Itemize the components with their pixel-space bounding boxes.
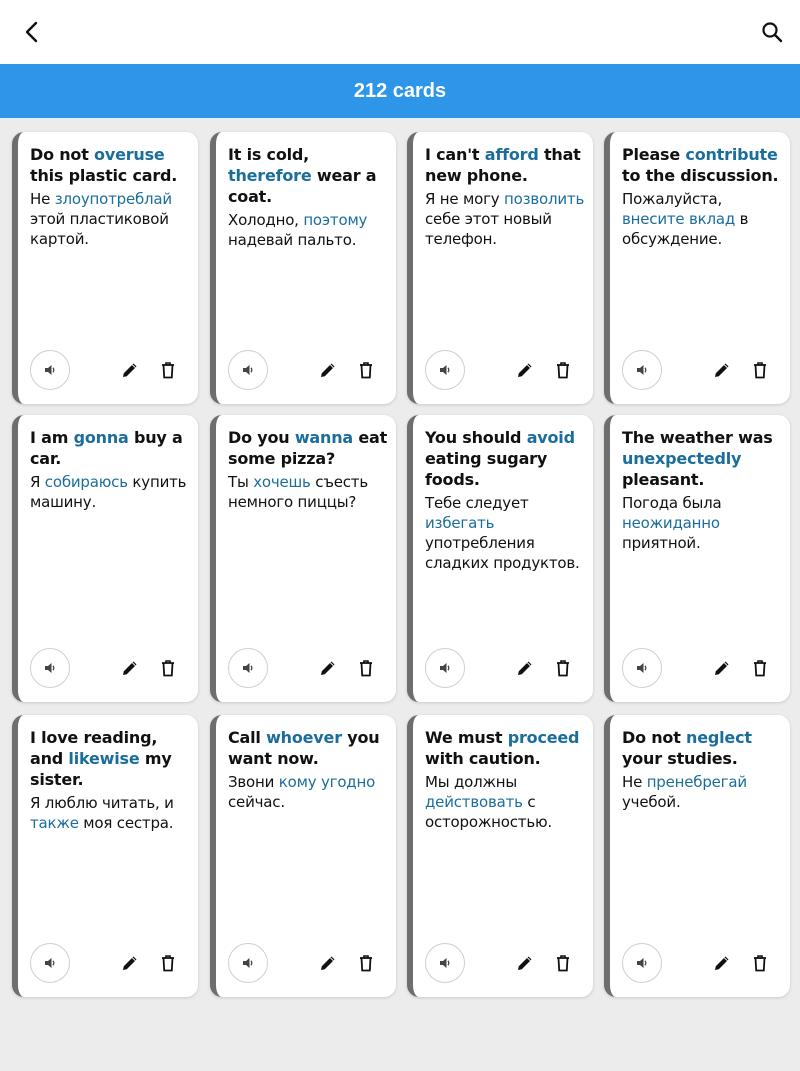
keyword-text: позволить	[504, 190, 585, 208]
delete-button[interactable]	[551, 656, 575, 680]
sentence-text: Холодно,	[228, 211, 304, 229]
delete-button[interactable]	[551, 358, 575, 382]
edit-button[interactable]	[513, 358, 537, 382]
sentence-text: Я люблю читать, и	[30, 794, 174, 812]
speaker-icon	[438, 363, 452, 377]
pencil-icon	[318, 658, 338, 678]
flashcard[interactable]	[210, 415, 396, 702]
sentence-text: Тебе следует	[425, 494, 529, 512]
keyword-text: therefore	[228, 166, 312, 185]
card-back-text	[425, 189, 585, 249]
card-back-text	[228, 210, 388, 250]
trash-icon	[158, 658, 178, 678]
trash-icon	[750, 658, 770, 678]
sentence-text: your studies.	[622, 749, 738, 768]
speak-button[interactable]	[622, 350, 662, 390]
speak-button[interactable]	[30, 943, 70, 983]
speak-button[interactable]	[425, 350, 465, 390]
delete-button[interactable]	[551, 951, 575, 975]
sentence-text: Не	[30, 190, 55, 208]
card-actions	[610, 648, 790, 688]
sentence-text: приятной.	[622, 534, 701, 552]
pencil-icon	[712, 360, 732, 380]
sentence-text: Please	[622, 145, 686, 164]
trash-icon	[356, 360, 376, 380]
sentence-text: I can't	[425, 145, 485, 164]
trash-icon	[356, 953, 376, 973]
edit-button[interactable]	[710, 656, 734, 680]
keyword-text: unexpectedly	[622, 449, 742, 468]
card-front-text	[622, 727, 782, 769]
keyword-text: gonna	[73, 428, 129, 447]
edit-button[interactable]	[118, 358, 142, 382]
speaker-icon	[241, 661, 255, 675]
trash-icon	[158, 360, 178, 380]
edit-button[interactable]	[710, 358, 734, 382]
flashcard[interactable]	[12, 132, 198, 404]
card-actions	[610, 943, 790, 983]
sentence-text: купить машину.	[30, 473, 187, 511]
card-front-text	[425, 144, 585, 186]
card-actions	[18, 350, 198, 390]
delete-button[interactable]	[156, 656, 180, 680]
card-count-label: 212 cards	[353, 79, 447, 102]
keyword-text: пренебрегай	[646, 773, 747, 791]
card-back-text	[622, 493, 782, 553]
speak-button[interactable]	[425, 943, 465, 983]
sentence-text: Мы должны	[425, 773, 518, 791]
sentence-text: Do not	[622, 728, 687, 747]
pencil-icon	[318, 953, 338, 973]
pencil-icon	[515, 360, 535, 380]
sentence-text: Call	[228, 728, 267, 747]
speak-button[interactable]	[425, 648, 465, 688]
card-back-text	[425, 772, 585, 832]
pencil-icon	[712, 658, 732, 678]
pencil-icon	[515, 953, 535, 973]
pencil-icon	[120, 953, 140, 973]
speak-button[interactable]	[30, 648, 70, 688]
sentence-text: It is cold,	[228, 145, 310, 164]
delete-button[interactable]	[748, 951, 772, 975]
keyword-text: неожиданно	[622, 514, 720, 532]
flashcard[interactable]	[407, 715, 593, 997]
keyword-text: neglect	[686, 728, 752, 747]
edit-button[interactable]	[118, 656, 142, 680]
keyword-text: также	[30, 814, 79, 832]
sentence-text: to the discussion.	[622, 166, 779, 185]
card-back-text	[30, 472, 190, 512]
speaker-icon	[635, 661, 649, 675]
search-icon	[760, 20, 784, 44]
sentence-text: Ты	[228, 473, 254, 491]
card-front-text	[30, 427, 190, 469]
card-text	[610, 715, 790, 812]
card-front-text	[622, 427, 782, 490]
card-text	[610, 415, 790, 553]
chevron-left-icon	[20, 20, 44, 44]
card-actions	[216, 943, 396, 983]
card-text	[413, 415, 593, 573]
flashcard[interactable]	[210, 132, 396, 404]
card-text	[18, 132, 198, 249]
keyword-text: избегать	[425, 514, 495, 532]
card-text	[610, 132, 790, 249]
flashcard[interactable]	[12, 715, 198, 997]
sentence-text: eat some pizza?	[228, 428, 388, 468]
card-front-text	[425, 727, 585, 769]
sentence-text: с осторожностью.	[425, 793, 552, 831]
card-actions	[610, 350, 790, 390]
sentence-text: Я	[30, 473, 45, 491]
delete-button[interactable]	[354, 358, 378, 382]
sentence-text: Погода была	[622, 494, 722, 512]
sentence-text: this plastic card.	[30, 166, 178, 185]
edit-button[interactable]	[513, 656, 537, 680]
sentence-text: pleasant.	[622, 470, 705, 489]
sentence-text: сейчас.	[228, 793, 285, 811]
keyword-text: внесите вклад	[622, 210, 736, 228]
sentence-text: with caution.	[425, 749, 541, 768]
edit-button[interactable]	[118, 951, 142, 975]
keyword-text: likewise	[68, 749, 140, 768]
keyword-text: действовать	[425, 793, 523, 811]
card-actions	[413, 648, 593, 688]
speaker-icon	[241, 363, 255, 377]
card-actions	[216, 648, 396, 688]
sentence-text: себе этот новый телефон.	[425, 210, 552, 248]
card-text	[216, 415, 396, 512]
delete-button[interactable]	[748, 656, 772, 680]
card-front-text	[228, 144, 388, 207]
sentence-text: my sister.	[30, 749, 172, 789]
card-actions	[413, 350, 593, 390]
sentence-text: The weather was	[622, 428, 773, 447]
card-back-text	[30, 189, 190, 249]
keyword-text: хочешь	[253, 473, 311, 491]
speak-button[interactable]	[228, 648, 268, 688]
card-text	[18, 715, 198, 833]
flashcard[interactable]	[210, 715, 396, 997]
speaker-icon	[43, 661, 57, 675]
flashcard[interactable]	[604, 132, 790, 404]
top-app-bar	[0, 0, 800, 64]
flashcard[interactable]	[604, 715, 790, 997]
keyword-text: злоупотреблай	[54, 190, 172, 208]
card-text	[413, 132, 593, 249]
flashcard[interactable]	[12, 415, 198, 702]
sentence-text: Я не могу	[425, 190, 505, 208]
delete-button[interactable]	[354, 656, 378, 680]
card-text	[18, 415, 198, 512]
card-actions	[413, 943, 593, 983]
card-back-text	[622, 189, 782, 249]
sentence-text: учебой.	[622, 793, 681, 811]
flashcard[interactable]	[407, 415, 593, 702]
keyword-text: avoid	[526, 428, 575, 447]
sentence-text: съесть немного пиццы?	[228, 473, 368, 511]
sentence-text: buy a car.	[30, 428, 183, 468]
card-actions	[216, 350, 396, 390]
keyword-text: кому угодно	[278, 773, 376, 791]
edit-button[interactable]	[316, 358, 340, 382]
trash-icon	[553, 360, 573, 380]
card-back-text	[622, 772, 782, 812]
card-text	[413, 715, 593, 832]
delete-button[interactable]	[748, 358, 772, 382]
trash-icon	[750, 360, 770, 380]
sentence-text: I love reading, and	[30, 728, 158, 768]
pencil-icon	[120, 360, 140, 380]
speak-button[interactable]	[622, 648, 662, 688]
sentence-text: you want now.	[228, 728, 380, 768]
edit-button[interactable]	[513, 951, 537, 975]
sentence-text: Звони	[228, 773, 279, 791]
keyword-text: whoever	[266, 728, 342, 747]
sentence-text: Do you	[228, 428, 295, 447]
flashcard[interactable]	[604, 415, 790, 702]
speak-button[interactable]	[228, 943, 268, 983]
sentence-text: Не	[622, 773, 647, 791]
sentence-text: We must	[425, 728, 508, 747]
speaker-icon	[635, 363, 649, 377]
pencil-icon	[515, 658, 535, 678]
sentence-text: употребления сладких продуктов.	[425, 534, 580, 572]
sentence-text: I am	[30, 428, 74, 447]
search-button[interactable]	[756, 16, 788, 48]
card-front-text	[30, 727, 190, 790]
speak-button[interactable]	[228, 350, 268, 390]
trash-icon	[158, 953, 178, 973]
card-back-text	[425, 493, 585, 573]
card-back-text	[228, 772, 388, 812]
sentence-text: моя сестра.	[78, 814, 174, 832]
sentence-text: Пожалуйста,	[622, 190, 723, 208]
card-back-text	[30, 793, 190, 833]
sentence-text: в обсуждение.	[622, 210, 749, 248]
pencil-icon	[318, 360, 338, 380]
edit-button[interactable]	[316, 656, 340, 680]
card-front-text	[425, 427, 585, 490]
card-text	[216, 715, 396, 812]
keyword-text: поэтому	[303, 211, 368, 229]
trash-icon	[553, 658, 573, 678]
sentence-text: You should	[425, 428, 527, 447]
card-actions	[18, 648, 198, 688]
speaker-icon	[43, 956, 57, 970]
sentence-text: Do not	[30, 145, 95, 164]
pencil-icon	[120, 658, 140, 678]
trash-icon	[553, 953, 573, 973]
keyword-text: proceed	[507, 728, 580, 747]
delete-button[interactable]	[156, 358, 180, 382]
keyword-text: собираюсь	[44, 473, 128, 491]
speaker-icon	[43, 363, 57, 377]
card-text	[216, 132, 396, 250]
trash-icon	[750, 953, 770, 973]
card-back-text	[228, 472, 388, 512]
speak-button[interactable]	[622, 943, 662, 983]
card-front-text	[622, 144, 782, 186]
sentence-text: wear a coat.	[228, 166, 377, 206]
sentence-text: этой пластиковой картой.	[30, 210, 169, 248]
keyword-text: wanna	[294, 428, 353, 447]
keyword-text: contribute	[685, 145, 778, 164]
card-front-text	[30, 144, 190, 186]
delete-button[interactable]	[354, 951, 378, 975]
edit-button[interactable]	[316, 951, 340, 975]
keyword-text: afford	[484, 145, 539, 164]
speaker-icon	[635, 956, 649, 970]
speaker-icon	[438, 661, 452, 675]
edit-button[interactable]	[710, 951, 734, 975]
card-actions	[18, 943, 198, 983]
sentence-text: that new phone.	[425, 145, 581, 185]
sentence-text: надевай пальто.	[228, 231, 357, 249]
sentence-text: eating sugary foods.	[425, 449, 548, 489]
flashcard[interactable]	[407, 132, 593, 404]
card-grid	[0, 118, 800, 1071]
card-front-text	[228, 427, 388, 469]
speak-button[interactable]	[30, 350, 70, 390]
card-front-text	[228, 727, 388, 769]
delete-button[interactable]	[156, 951, 180, 975]
keyword-text: overuse	[94, 145, 165, 164]
back-button[interactable]	[16, 16, 48, 48]
trash-icon	[356, 658, 376, 678]
pencil-icon	[712, 953, 732, 973]
speaker-icon	[438, 956, 452, 970]
speaker-icon	[241, 956, 255, 970]
card-count-banner	[0, 64, 800, 118]
